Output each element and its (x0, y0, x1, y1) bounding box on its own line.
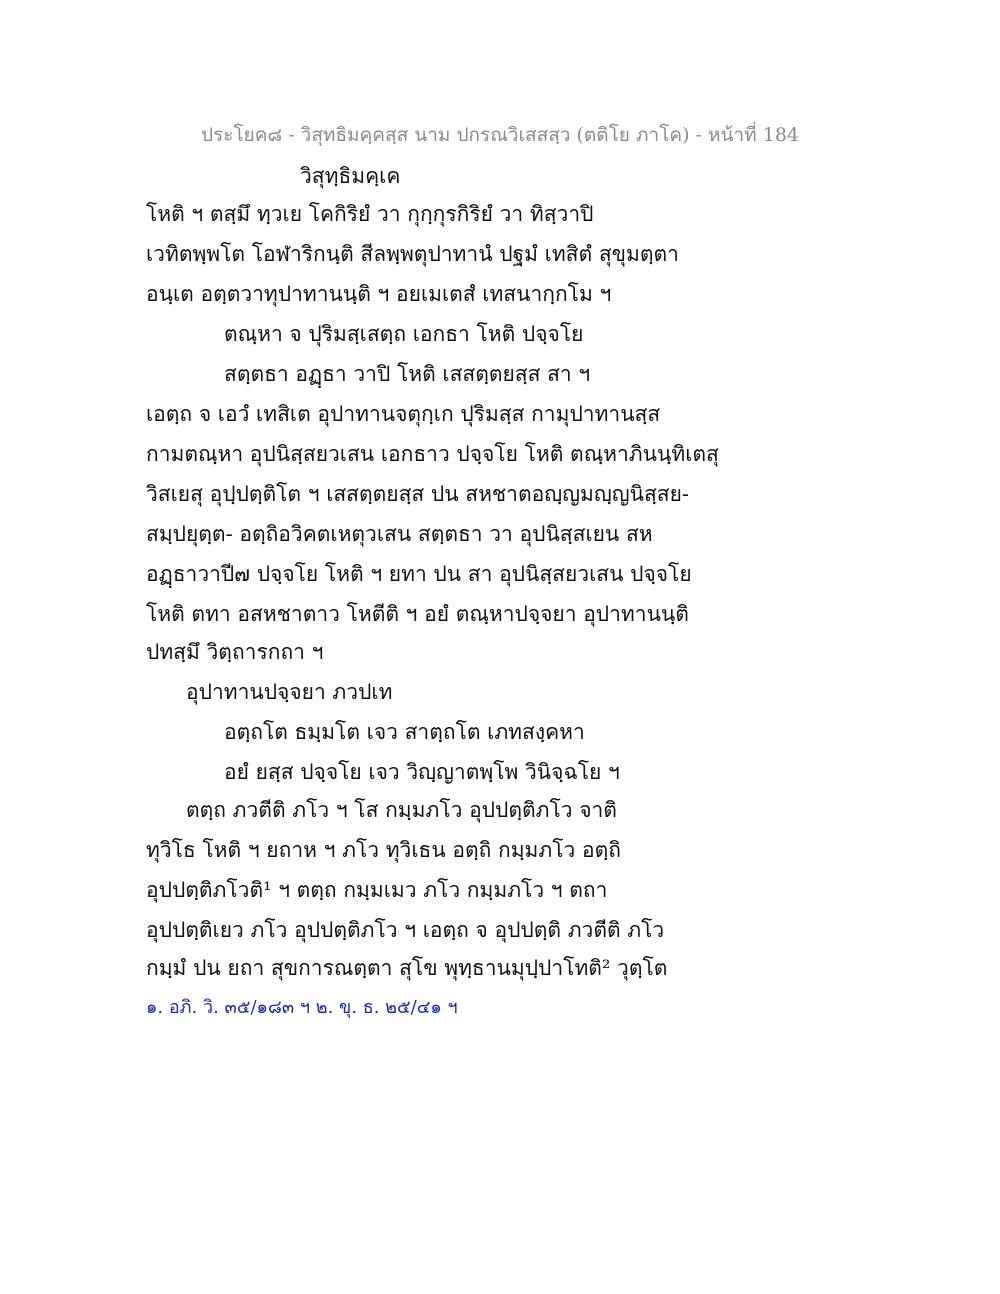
section-title: วิสุทฺธิมคฺเค (300, 164, 401, 188)
text-line: อนฺเต อตฺตวาทุปาทานนฺติ ฯ อยเมเตสํ เทสนากฺกโม ฯ (146, 282, 612, 306)
verse-line: อยํ ยสฺส ปจฺจโย เจว วิญฺญาตพฺโพ วินิจฺฉโย ฯ (224, 760, 620, 784)
text-line: กามตณฺหา อุปนิสฺสยวเสน เอกธาว ปจฺจโย โหติ ตณฺหาภินนฺทิเตสุ (146, 442, 719, 466)
text-line: โหติ ฯ ตสฺมึ ทฺวเย โคกิริยํ วา กุกฺกุรกิริยํ วา ทิสฺวาปิ (146, 202, 594, 226)
section-heading: อุปาทานปจฺจยา ภวปเท (186, 680, 393, 704)
verse-line: สตฺตธา อฏฺธา วาปิ โหติ เสสตฺตยสฺส สา ฯ (224, 362, 591, 386)
verse-line: อตฺถโต ธมฺมโต เจว สาตฺถโต เภทสงฺคหา (224, 720, 585, 744)
footnote: ๑. อภิ. วิ. ๓๕/๑๘๓ ฯ ๒. ขุ. ธ. ๒๕/๔๑ ฯ (146, 997, 458, 1018)
text-line: เอตฺถ จ เอวํ เทสิเต อุปาทานจตุกฺเก ปุริมสฺส กามุปาทานสฺส (146, 402, 661, 426)
text-line: อฏฺธาวาปี๗ ปจฺจโย โหติ ฯ ยทา ปน สา อุปนิสฺสยวเสน ปจฺจโย (146, 562, 692, 586)
text-line: กมฺมํ ปน ยถา สุขการณตฺตา สุโข พุทฺธานมุปฺปาโทติ² วุตฺโต (146, 956, 668, 980)
text-line: อุปปตฺติภโวติ¹ ฯ ตตฺถ กมฺมเมว ภโว กมฺมภโว ฯ ตถา (146, 878, 608, 902)
text-line: เวทิตพฺพโต โอฬาริกนฺติ สีลพฺพตุปาทานํ ปฐมํ เทสิตํ สุขุมตฺตา (146, 242, 679, 266)
text-line: อุปปตฺติเยว ภโว อุปปตฺติภโว ฯ เอตฺถ จ อุปปตฺติ ภวตีติ ภโว (146, 918, 665, 942)
text-line: สมฺปยุตฺต- อตฺถิอวิคตเหตุวเสน สตฺตธา วา อุปนิสฺสเยน สห (146, 522, 653, 546)
text-line: ตตฺถ ภวตีติ ภโว ฯ โส กมฺมภโว อุปปตฺติภโว จาติ (186, 798, 617, 822)
page-header: ประโยค๘ - วิสุทธิมคฺคสฺส นาม ปกรณวิเสสสฺว (ตติโย ภาโค) - หน้าที่ 184 (200, 124, 800, 146)
text-line: ทุวิโธ โหติ ฯ ยถาห ฯ ภโว ทุวิเธน อตฺถิ กมฺมภโว อตฺถิ (146, 838, 621, 862)
text-line: วิสเยสุ อุปฺปตฺติโต ฯ เสสตฺตยสฺส ปน สหชาตอญฺญมญฺญนิสฺสย- (146, 482, 690, 506)
text-line: ปทสฺมึ วิตฺถารกถา ฯ (146, 640, 324, 664)
text-line: โหติ ตทา อสหชาตาว โหตีติ ฯ อยํ ตณฺหาปจฺจยา อุปาทานนฺติ (146, 602, 689, 626)
verse-line: ตณฺหา จ ปุริมสฺเสตฺถ เอกธา โหติ ปจฺจโย (224, 322, 584, 346)
